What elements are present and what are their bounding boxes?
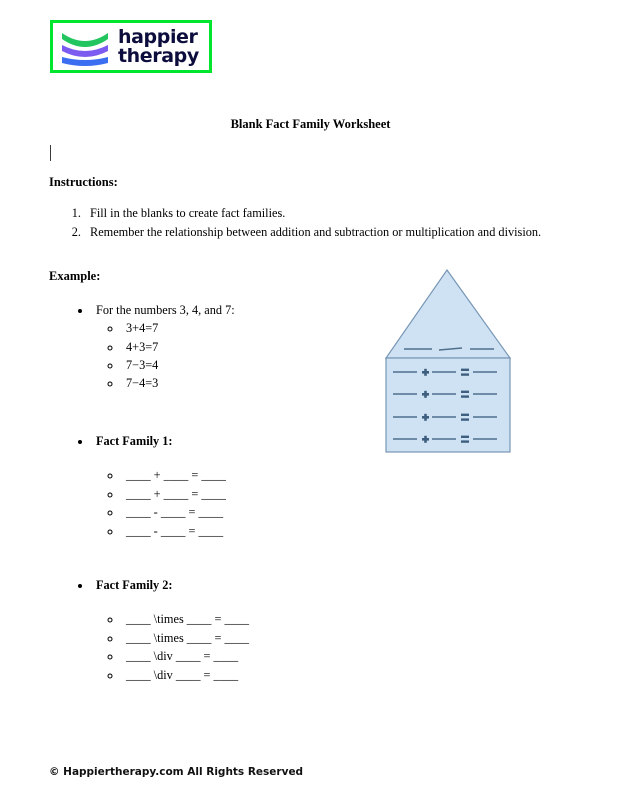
example-heading: Example:	[49, 269, 101, 283]
list-item	[92, 576, 372, 684]
list-item[interactable]: ◦ ____ + ____ = ____	[122, 485, 372, 504]
list-item[interactable]: ◦ ____ - ____ = ____	[122, 522, 372, 541]
fact-family-1-section	[72, 432, 372, 540]
list-item[interactable]: ◦ ____ - ____ = ____	[122, 503, 372, 522]
fact-family-1-bullet-list	[72, 432, 372, 540]
list-item[interactable]: ◦ ____ \times ____ = ____	[122, 610, 372, 629]
instructions-list	[62, 204, 594, 241]
example-bullet-list	[72, 301, 372, 392]
fact-family-1-blank-list	[96, 466, 372, 540]
logo-wordmark	[118, 25, 199, 67]
text-cursor-caret	[50, 145, 51, 161]
fact-family-house-diagram	[384, 266, 514, 456]
list-item: ◦ 3+4=7	[122, 319, 372, 337]
list-item: ◦ 7−3=4	[122, 356, 372, 374]
list-item[interactable]: ◦ ____ \div ____ = ____	[122, 647, 372, 666]
list-item[interactable]: ◦ ____ \times ____ = ____	[122, 629, 372, 648]
fact-family-1-label: Fact Family 1:	[96, 434, 173, 448]
page-title: Blank Fact Family Worksheet	[230, 117, 391, 131]
list-item: 2. Remember the relationship between addition and subtraction or multiplication and division.	[84, 223, 594, 242]
list-item: 1. Fill in the blanks to create fact families.	[84, 204, 594, 223]
logo-line-1: happier	[118, 25, 198, 48]
example-equation-list	[96, 319, 372, 392]
list-item: ◦ 7−4=3	[122, 374, 372, 392]
instructions-heading: Instructions:	[49, 175, 118, 189]
list-item: ◦ 4+3=7	[122, 338, 372, 356]
list-item	[92, 301, 372, 392]
house-roof-shape	[386, 270, 510, 358]
example-section	[72, 301, 372, 392]
brand-logo	[50, 20, 212, 73]
list-item	[92, 432, 372, 540]
example-lead-text: For the numbers 3, 4, and 7:	[96, 303, 235, 317]
fact-family-2-section	[72, 576, 372, 684]
fact-family-2-blank-list	[96, 610, 372, 684]
list-item[interactable]: ◦ ____ + ____ = ____	[122, 466, 372, 485]
fact-family-2-bullet-list	[72, 576, 372, 684]
logo-line-2: therapy	[118, 44, 199, 67]
footer-copyright: © Happiertherapy.com All Rights Reserved	[49, 766, 304, 778]
logo-curves-icon	[59, 27, 111, 67]
fact-family-2-label: Fact Family 2:	[96, 578, 173, 592]
list-item[interactable]: ◦ ____ \div ____ = ____	[122, 666, 372, 685]
